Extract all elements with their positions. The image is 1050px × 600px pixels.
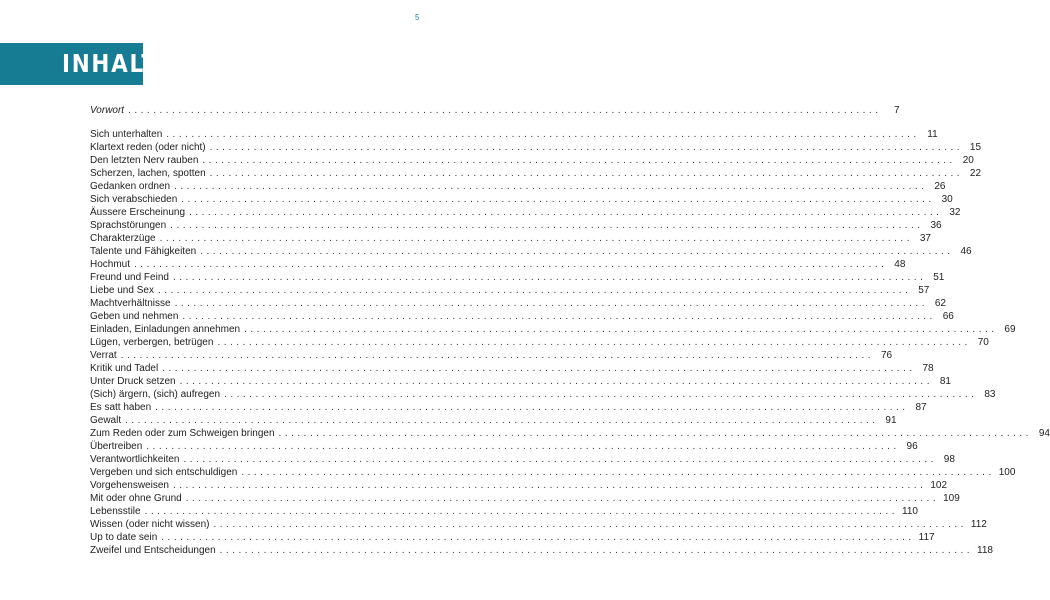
dot-leader: ........................................................................................................................: [155, 402, 909, 413]
toc-entry-page-number: 26: [934, 181, 946, 192]
dot-leader: ........................................................................................................................: [209, 142, 964, 153]
dot-leader: ........................................................................................................................: [185, 493, 940, 504]
toc-entry: [90, 492, 960, 505]
toc-entry: [90, 232, 931, 245]
dot-leader: ........................................................................................................................: [202, 155, 956, 166]
toc-entry-page-number: 15: [969, 142, 982, 153]
toc-entry-page-number: 30: [941, 194, 953, 205]
toc-entry-page-number: 91: [885, 415, 897, 426]
toc-entry-title: Vorwort: [90, 105, 125, 116]
toc-entry-page-number: 118: [977, 545, 993, 556]
dot-leader: ........................................................................................................................: [146, 441, 900, 452]
dot-leader: ........................................................................................................................: [172, 272, 927, 283]
toc-entry-page-number: 36: [930, 220, 942, 231]
dot-leader: ........................................................................................................................: [219, 545, 974, 556]
toc-entry: [90, 414, 897, 427]
dot-leader: ........................................................................................................................: [183, 454, 937, 465]
toc-entry: [90, 479, 948, 492]
toc-entry: [90, 154, 974, 167]
toc-entry-title: (Sich) ärgern, (sich) aufregen: [90, 389, 221, 400]
toc-entry: [90, 167, 982, 180]
toc-entry-title: Wissen (oder nicht wissen): [90, 519, 210, 530]
dot-leader: ........................................................................................................................: [174, 298, 928, 309]
toc-entry-page-number: 62: [934, 298, 946, 309]
dot-leader: ........................................................................................................................: [182, 311, 936, 322]
dot-leader: ........................................................................................................................: [213, 519, 967, 530]
toc-entry-page-number: 11: [927, 129, 938, 140]
toc-entry-page-number: 37: [919, 233, 931, 244]
page-title: INHALT: [62, 49, 158, 78]
toc-entry-title: Geben und nehmen: [90, 311, 179, 322]
table-of-contents: [90, 104, 1050, 557]
toc-entry-title: Zum Reden oder zum Schweigen bringen: [90, 428, 275, 439]
toc-entry: [90, 349, 893, 362]
dot-leader: ........................................................................................................................: [209, 168, 964, 179]
toc-entry-title: Up to date sein: [90, 532, 158, 543]
toc-entry-title: Machtverhältnisse: [90, 298, 171, 309]
toc-entry-title: Sich unterhalten: [90, 129, 163, 140]
toc-entry-page-number: 83: [984, 389, 996, 400]
toc-entry-page-number: 46: [960, 246, 972, 257]
toc-entry-title: Scherzen, lachen, spotten: [90, 168, 206, 179]
dot-leader: ........................................................................................................................: [161, 532, 915, 543]
toc-entry: [90, 245, 972, 258]
dot-leader: ........................................................................................................................: [125, 415, 879, 426]
toc-entry-title: Es satt haben: [90, 402, 152, 413]
heading-banner: [0, 43, 158, 85]
toc-entry: [90, 128, 938, 141]
toc-entry-page-number: 57: [918, 285, 930, 296]
toc-entry-page-number: 32: [949, 207, 961, 218]
toc-entry-title: Einladen, Einladungen annehmen: [90, 324, 241, 335]
toc-entry-page-number: 94: [1038, 428, 1050, 439]
toc-entry-title: Freund und Feind: [90, 272, 169, 283]
toc-entry: [90, 531, 935, 544]
toc-entry-title: Mit oder ohne Grund: [90, 493, 182, 504]
toc-entry-title: Vergeben und sich entschuldigen: [90, 467, 238, 478]
toc-entry: [90, 206, 961, 219]
toc-entry: [90, 258, 906, 271]
toc-entry: [90, 193, 953, 206]
toc-entry-page-number: 69: [1004, 324, 1016, 335]
toc-entry: [90, 388, 996, 401]
toc-entry-page-number: 117: [918, 532, 935, 543]
toc-entry-page-number: 98: [943, 454, 955, 465]
toc-entry-title: Vorgehensweisen: [90, 480, 169, 491]
dot-leader: ........................................................................................................................: [179, 376, 933, 387]
dot-leader: ........................................................................................................................: [174, 181, 928, 192]
dot-leader: ........................................................................................................................: [128, 105, 882, 116]
dot-leader: ........................................................................................................................: [170, 220, 924, 231]
toc-entry-title: Charakterzüge: [90, 233, 156, 244]
dot-leader: ........................................................................................................................: [189, 207, 943, 218]
toc-entry-page-number: 87: [915, 402, 927, 413]
toc-entry-title: Verantwortlichkeiten: [90, 454, 180, 465]
dot-leader: ........................................................................................................................: [157, 285, 912, 296]
toc-entry: [90, 375, 951, 388]
toc-entry: [90, 440, 918, 453]
toc-entry-title: Unter Druck setzen: [90, 376, 176, 387]
toc-entry-page-number: 22: [969, 168, 982, 179]
toc-entry: [90, 544, 993, 557]
dot-leader: ........................................................................................................................: [181, 194, 935, 205]
toc-entry: [90, 505, 918, 518]
toc-entry: [90, 141, 982, 154]
toc-entry: [90, 323, 1016, 336]
dot-leader: ........................................................................................................................: [217, 337, 971, 348]
toc-entry-page-number: 100: [998, 467, 1016, 478]
toc-entry-page-number: 112: [970, 519, 987, 530]
toc-entry: [90, 518, 987, 531]
toc-entry: [90, 219, 942, 232]
toc-entry-title: Gewalt: [90, 415, 122, 426]
dot-leader: ........................................................................................................................: [172, 480, 927, 491]
toc-entry: [90, 453, 955, 466]
toc-entry-title: Hochmut: [90, 259, 131, 270]
toc-entry-page-number: 81: [939, 376, 951, 387]
toc-entry-title: Gedanken ordnen: [90, 181, 171, 192]
toc-entry-page-number: 51: [933, 272, 945, 283]
toc-entry-page-number: 109: [943, 493, 960, 504]
toc-entry-title: Zweifel und Entscheidungen: [90, 545, 216, 556]
toc-entry-page-number: 110: [902, 506, 918, 517]
toc-entry: [90, 401, 927, 414]
toc-entry-page-number: 78: [922, 363, 934, 374]
toc-entry-title: Lügen, verbergen, betrügen: [90, 337, 214, 348]
toc-entry-page-number: 48: [894, 259, 906, 270]
toc-entry: [90, 336, 989, 349]
toc-entry-title: Kritik und Tadel: [90, 363, 159, 374]
toc-entry-page-number: 102: [930, 480, 948, 491]
toc-entry-page-number: 7: [893, 105, 900, 116]
toc-entry: [90, 284, 930, 297]
toc-entry-page-number: 96: [906, 441, 918, 452]
toc-entry: [90, 466, 1016, 479]
dot-leader: ........................................................................................................................: [241, 467, 995, 478]
toc-entry-title: Verrat: [90, 350, 117, 361]
toc-entry: [90, 362, 934, 375]
toc-entry-title: Äussere Erscheinung: [90, 207, 186, 218]
toc-entry: [90, 427, 1050, 440]
toc-entry-title: Liebe und Sex: [90, 285, 154, 296]
toc-entry-page-number: 70: [977, 337, 989, 348]
toc-entry: [90, 271, 945, 284]
dot-leader: ........................................................................................................................: [224, 389, 978, 400]
toc-entry-page-number: 66: [942, 311, 954, 322]
toc-entry-title: Sich verabschieden: [90, 194, 178, 205]
dot-leader: ........................................................................................................................: [159, 233, 913, 244]
toc-entry: [90, 180, 946, 193]
dot-leader: ........................................................................................................................: [244, 324, 998, 335]
toc-entry-title: Den letzten Nerv rauben: [90, 155, 199, 166]
toc-entry-page-number: 20: [962, 155, 974, 166]
dot-leader: ........................................................................................................................: [144, 506, 898, 517]
toc-entry-title: Sprachstörungen: [90, 220, 167, 231]
toc-entry-foreword: [90, 104, 900, 117]
dot-leader: ........................................................................................................................: [134, 259, 888, 270]
dot-leader: ........................................................................................................................: [162, 363, 916, 374]
dot-leader: ........................................................................................................................: [166, 129, 920, 140]
toc-entry-page-number: 76: [880, 350, 893, 361]
toc-entry-title: Talente und Fähigkeiten: [90, 246, 197, 257]
toc-entry: [90, 297, 946, 310]
dot-leader: ........................................................................................................................: [278, 428, 1032, 439]
toc-entry-title: Klartext reden (oder nicht): [90, 142, 206, 153]
toc-entry: [90, 310, 954, 323]
dot-leader: ........................................................................................................................: [120, 350, 875, 361]
toc-entry-title: Lebensstile: [90, 506, 141, 517]
toc-entry-title: Übertreiben: [90, 441, 143, 452]
page-number: 5: [415, 13, 420, 22]
dot-leader: ........................................................................................................................: [200, 246, 954, 257]
